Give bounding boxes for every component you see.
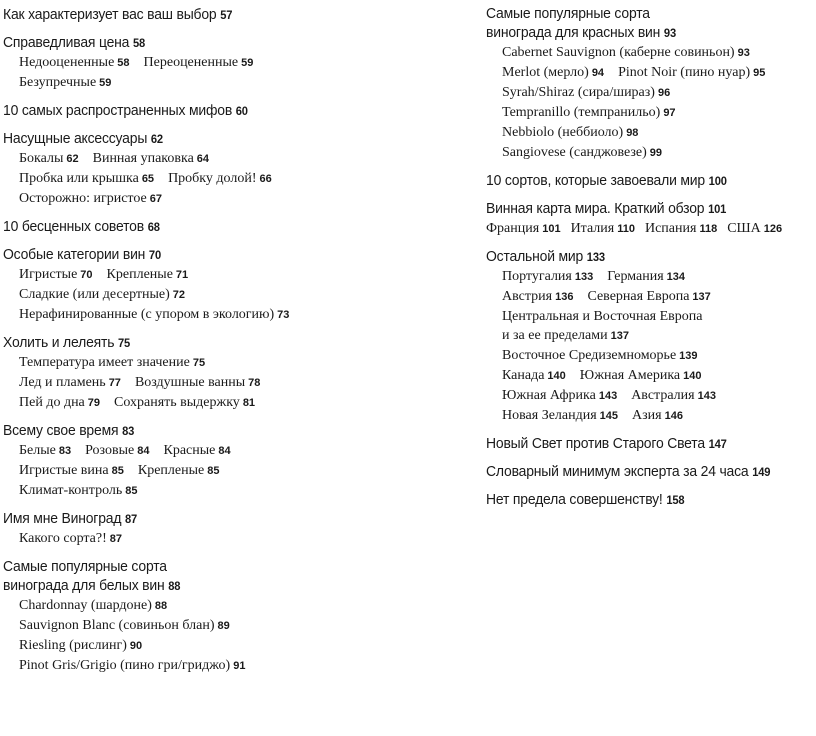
section-heading: [486, 462, 789, 482]
section-page-number: 57: [220, 8, 233, 22]
subentry-line: [486, 267, 812, 287]
section-page-number: 60: [235, 104, 248, 118]
subentry-line: [486, 406, 812, 426]
subentry-page-number: 88: [154, 600, 168, 612]
subentry-label: Новая Зеландия: [502, 408, 597, 423]
subentry-line: [3, 441, 473, 461]
subentry-page-number: 75: [192, 357, 206, 369]
subentry-label: Осторожно: игристое: [19, 191, 147, 206]
toc-section: [3, 557, 473, 676]
subentry-page-number: 58: [117, 57, 130, 69]
subentry-page-number: 137: [610, 330, 629, 342]
subentry-label: Северная Европа: [587, 289, 690, 304]
subentry-label: Переоцененные: [143, 55, 239, 70]
section-heading: [486, 199, 789, 219]
toc-section: [3, 333, 473, 413]
subentry-line: [3, 305, 473, 325]
section-title: Имя мне Виноград: [3, 510, 122, 527]
section-heading: [3, 245, 440, 265]
subentry-label: Riesling (рислинг): [19, 638, 127, 653]
section-page-number: 93: [663, 26, 676, 40]
toc-section: [3, 5, 473, 25]
subentry-label: Сладкие (или десертные): [19, 287, 170, 302]
subentry-label: США: [727, 221, 761, 236]
subentry-line: [3, 189, 473, 209]
subentry-line: [3, 73, 473, 93]
subentry-page-number: 66: [259, 173, 272, 185]
subentry-line: [3, 285, 473, 305]
right-column: [486, 0, 812, 518]
toc-section: [3, 509, 473, 549]
section-heading: [3, 5, 440, 25]
left-column: [3, 0, 473, 684]
subentry-page-number: 96: [657, 87, 671, 99]
subentry-label: Канада: [502, 368, 545, 383]
toc-section: [3, 129, 473, 209]
section-page-number: 62: [150, 132, 163, 146]
subentry-page-number: 98: [626, 127, 639, 139]
subentry-page-number: 110: [617, 223, 635, 235]
subentry-page-number: 73: [277, 309, 290, 321]
subentry-label: Сохранять выдержку: [114, 395, 240, 410]
subentry-label: Австрия: [502, 289, 553, 304]
section-heading: [486, 490, 789, 510]
subentry-label: Винная упаковка: [92, 151, 194, 166]
subentry-label: Пробка или крышка: [19, 171, 139, 186]
subentry-line: [3, 353, 473, 373]
section-page-number: 101: [708, 202, 727, 216]
subentry-page-number: 140: [547, 370, 566, 382]
subentry-page-number: 84: [137, 445, 150, 457]
subentry-line: [486, 43, 812, 63]
subentry-page-number: 97: [663, 107, 676, 119]
section-title-line2: винограда для красных вин: [486, 24, 661, 41]
toc-section: [486, 4, 812, 163]
toc-section: [3, 421, 473, 501]
section-heading: [3, 129, 440, 149]
subentry-label: Климат-контроль: [19, 483, 123, 498]
subentry-line: [486, 83, 812, 103]
toc-section: [3, 101, 473, 121]
section-page-number: 68: [147, 220, 160, 234]
subentry-label: Германия: [607, 269, 664, 284]
subentry-label: Восточное Средиземноморье: [502, 348, 677, 363]
section-title: 10 бесценных советов: [3, 218, 144, 235]
section-heading: [3, 557, 440, 576]
subentry-page-number: 67: [149, 193, 162, 205]
subentry-page-number: 59: [241, 57, 254, 69]
subentry-line: [3, 149, 473, 169]
subentry-label: Нерафинированные (с упором в экологию): [19, 307, 275, 322]
subentry-line: [3, 53, 473, 73]
subentry-line: [3, 393, 473, 413]
section-title: Новый Свет против Старого Света: [486, 435, 705, 452]
section-title: Насущные аксессуары: [3, 130, 148, 147]
subentry-page-number: 93: [737, 47, 750, 59]
section-title: Особые категории вин: [3, 246, 146, 263]
subentry-label: Австралия: [631, 388, 695, 403]
section-page-number: 147: [708, 437, 727, 451]
section-title: Как характеризует вас ваш выбор: [3, 6, 217, 23]
subentry-line: [3, 529, 473, 549]
subentry-page-number: 85: [111, 465, 124, 477]
subentry-label: Лед и пламень: [19, 375, 106, 390]
section-heading-cont: [3, 576, 440, 596]
section-title: Самые популярные сорта: [486, 5, 650, 22]
subentry-page-number: 139: [679, 350, 698, 362]
subentry-page-number: 91: [233, 660, 246, 672]
section-heading: [486, 434, 789, 454]
subentry-line: [486, 219, 812, 239]
subentry-page-number: 90: [129, 640, 143, 652]
subentry-page-number: 78: [248, 377, 261, 389]
subentry-label: Недооцененные: [19, 55, 115, 70]
subentry-label: Игристые: [19, 267, 78, 282]
subentry-line: [486, 386, 812, 406]
subentry-line: [3, 169, 473, 189]
subentry-line: [486, 326, 812, 346]
section-title: 10 самых распространенных мифов: [3, 102, 233, 119]
subentry-line: [486, 366, 812, 386]
subentry-label: Tempranillo (темпранильо): [502, 105, 661, 120]
subentry-line: [486, 307, 812, 326]
subentry-page-number: 62: [66, 153, 79, 165]
subentry-page-number: 89: [217, 620, 230, 632]
toc-section: [3, 217, 473, 237]
subentry-page-number: 87: [109, 533, 123, 545]
subentry-label: Pinot Gris/Grigio (пино гри/гриджо): [19, 658, 231, 673]
subentry-page-number: 81: [242, 397, 256, 409]
subentry-page-number: 140: [683, 370, 702, 382]
toc-section: [486, 171, 812, 191]
toc-section: [3, 33, 473, 93]
subentry-page-number: 95: [753, 67, 766, 79]
section-title: Всему свое время: [3, 422, 119, 439]
subentry-label: Sangiovese (санджовезе): [502, 145, 647, 160]
subentry-label: Южная Африка: [502, 388, 596, 403]
subentry-label: Розовые: [85, 443, 135, 458]
subentry-line: [3, 596, 473, 616]
section-title: Справедливая цена: [3, 34, 130, 51]
toc-section: [486, 199, 812, 239]
section-page-number: 149: [752, 465, 771, 479]
section-heading: [3, 217, 440, 237]
section-page-number: 133: [586, 250, 605, 264]
section-heading: [486, 171, 789, 191]
subentry-line: [486, 346, 812, 366]
subentry-line: [486, 123, 812, 143]
subentry-page-number: 118: [699, 223, 718, 235]
subentry-line: [486, 103, 812, 123]
section-heading: [3, 333, 440, 353]
section-heading: [3, 421, 440, 441]
subentry-label: Красные: [163, 443, 216, 458]
subentry-page-number: 59: [99, 77, 112, 89]
subentry-label: Syrah/Shiraz (сира/шираз): [502, 85, 655, 100]
subentry-label: Cabernet Sauvignon (каберне совиньон): [502, 45, 735, 60]
subentry-page-number: 126: [763, 223, 783, 235]
subentry-line: [486, 63, 812, 83]
subentry-page-number: 94: [591, 67, 605, 79]
subentry-label: Крепленые: [106, 267, 173, 282]
subentry-label: Португалия: [502, 269, 572, 284]
section-title-line2: винограда для белых вин: [3, 577, 165, 594]
subentry-label: Испания: [644, 221, 697, 236]
section-page-number: 58: [132, 36, 146, 50]
subentry-line: [3, 265, 473, 285]
section-title: Самые популярные сорта: [3, 558, 167, 575]
subentry-label: Sauvignon Blanc (совиньон блан): [19, 618, 215, 633]
subentry-label: Франция: [486, 221, 540, 236]
section-heading: [486, 247, 789, 267]
toc-section: [486, 490, 812, 510]
subentry-page-number: 137: [692, 291, 711, 303]
toc-section: [486, 462, 812, 482]
subentry-line: [3, 636, 473, 656]
subentry-label: Игристые вина: [19, 463, 109, 478]
section-page-number: 88: [168, 579, 181, 593]
subentry-page-number: 146: [664, 410, 683, 422]
subentry-label: Пробку долой!: [168, 171, 257, 186]
section-heading: [3, 33, 440, 53]
subentry-line: [3, 373, 473, 393]
subentry-page-number: 85: [207, 465, 220, 477]
subentry-page-number: 99: [649, 147, 663, 159]
subentry-page-number: 136: [555, 291, 574, 303]
subentry-label: Безупречные: [19, 75, 97, 90]
subentry-page-number: 64: [196, 153, 210, 165]
subentry-label: Центральная и Восточная Европа: [502, 309, 703, 324]
section-title: 10 сортов, которые завоевали мир: [486, 172, 705, 189]
subentry-label: Pinot Noir (пино нуар): [618, 65, 751, 80]
subentry-page-number: 133: [574, 271, 594, 283]
subentry-label: Температура имеет значение: [19, 355, 190, 370]
toc-section: [3, 245, 473, 325]
subentry-page-number: 71: [175, 269, 189, 281]
subentry-label: Италия: [570, 221, 615, 236]
section-page-number: 70: [148, 248, 161, 262]
subentry-line: [3, 656, 473, 676]
subentry-page-number: 134: [666, 271, 686, 283]
section-heading: [3, 509, 440, 529]
subentry-line: [3, 616, 473, 636]
section-heading-cont: [486, 23, 789, 43]
section-title: Холить и лелеять: [3, 334, 115, 351]
subentry-page-number: 101: [542, 223, 561, 235]
subentry-label: Пей до дна: [19, 395, 85, 410]
subentry-label: Какого сорта?!: [19, 531, 107, 546]
subentry-label: Chardonnay (шардоне): [19, 598, 152, 613]
section-page-number: 87: [125, 512, 138, 526]
subentry-page-number: 83: [58, 445, 72, 457]
section-page-number: 83: [122, 424, 135, 438]
section-heading: [486, 4, 789, 23]
subentry-page-number: 145: [599, 410, 619, 422]
subentry-page-number: 84: [218, 445, 231, 457]
section-title: Винная карта мира. Краткий обзор: [486, 200, 705, 217]
subentry-label: Южная Америка: [579, 368, 681, 383]
subentry-page-number: 70: [80, 269, 93, 281]
subentry-page-number: 65: [141, 173, 155, 185]
subentry-label: Nebbiolo (неббиоло): [502, 125, 624, 140]
subentry-page-number: 72: [172, 289, 186, 301]
toc-section: [486, 247, 812, 426]
subentry-line: [3, 481, 473, 501]
toc-section: [486, 434, 812, 454]
subentry-line: [486, 143, 812, 163]
subentry-label: Крепленые: [137, 463, 205, 478]
section-page-number: 75: [118, 336, 131, 350]
subentry-page-number: 77: [108, 377, 121, 389]
subentry-label: и за ее пределами: [502, 328, 608, 343]
subentry-line: [3, 461, 473, 481]
section-heading: [3, 101, 440, 121]
section-title: Остальной мир: [486, 248, 584, 265]
section-page-number: 158: [666, 493, 685, 507]
subentry-line: [486, 287, 812, 307]
subentry-page-number: 143: [598, 390, 618, 402]
subentry-label: Воздушные ванны: [134, 375, 246, 390]
subentry-page-number: 143: [697, 390, 716, 402]
subentry-label: Merlot (мерло): [502, 65, 589, 80]
subentry-page-number: 85: [125, 485, 138, 497]
section-title: Словарный минимум эксперта за 24 часа: [486, 463, 749, 480]
subentry-page-number: 79: [87, 397, 101, 409]
section-page-number: 100: [708, 174, 727, 188]
section-title: Нет предела совершенству!: [486, 491, 663, 508]
subentry-label: Бокалы: [19, 151, 64, 166]
subentry-label: Белые: [19, 443, 56, 458]
subentry-label: Азия: [632, 408, 662, 423]
